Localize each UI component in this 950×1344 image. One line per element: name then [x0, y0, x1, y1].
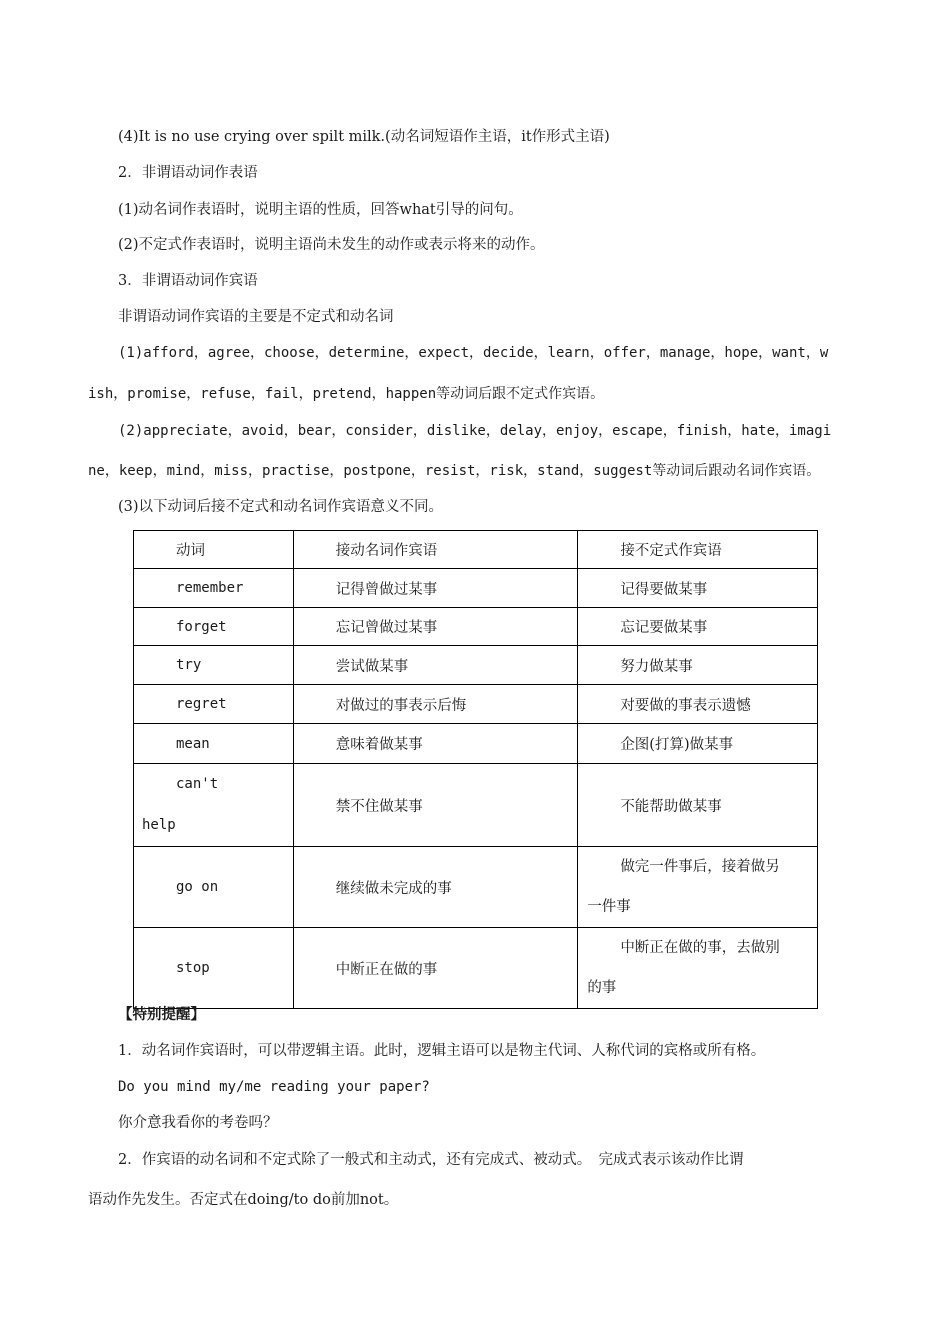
heading-predicative: 2．非谓语动词作表语	[118, 165, 258, 181]
cell-verb: mean	[134, 724, 294, 764]
table-header-row	[134, 531, 818, 569]
cell-infinitive	[578, 928, 818, 1009]
cell-infinitive: 对要做的事表示遗憾	[578, 685, 818, 724]
cell-gerund: 对做过的事表示后悔	[293, 685, 578, 724]
table-row	[134, 724, 818, 764]
header-infinitive: 接不定式作宾语	[578, 531, 818, 569]
line-table-intro: (3)以下动词后接不定式和动名词作宾语意义不同。	[118, 499, 444, 515]
cell-infinitive: 忘记要做某事	[578, 608, 818, 646]
header-gerund: 接动名词作宾语	[293, 531, 578, 569]
verb-comparison-table	[133, 530, 818, 1009]
cell-gerund: 中断正在做的事	[293, 928, 578, 1009]
cell-infinitive-line-2: 的事	[587, 980, 617, 996]
line-infinitive-verbs-a: (1)afford，agree，choose，determine，expect，decide，learn，offer，manage，hope，want，w	[118, 345, 829, 361]
cell-gerund: 禁不住做某事	[293, 764, 578, 847]
line-gerund-verbs-b: ne，keep，mind，miss，practise，postpone，resist，risk，stand，suggest等动词后跟动名词作宾语。	[88, 463, 821, 479]
cell-infinitive: 记得要做某事	[578, 569, 818, 608]
line-infinitive-verbs-b: ish，promise，refuse，fail，pretend，happen等动词后跟不定式作宾语。	[88, 386, 605, 402]
cell-verb: forget	[134, 608, 294, 646]
cell-infinitive-line-1: 中断正在做的事，去做别	[620, 940, 780, 956]
cell-infinitive	[578, 847, 818, 928]
table-row	[134, 685, 818, 724]
cell-gerund: 继续做未完成的事	[293, 847, 578, 928]
line-infinitive-predicative: (2)不定式作表语时，说明主语尚未发生的动作或表示将来的动作。	[118, 237, 545, 253]
cell-gerund: 记得曾做过某事	[293, 569, 578, 608]
cell-verb: try	[134, 646, 294, 685]
cell-infinitive-line-1: 做完一件事后，接着做另	[620, 859, 780, 875]
table-row	[134, 608, 818, 646]
table-row	[134, 646, 818, 685]
cell-verb-line-2: help	[142, 817, 176, 833]
table-row	[134, 764, 818, 847]
cell-infinitive: 努力做某事	[578, 646, 818, 685]
cell-verb: regret	[134, 685, 294, 724]
heading-object: 3．非谓语动词作宾语	[118, 273, 258, 289]
line-4-example: (4)It is no use crying over spilt milk.(动名词短语作主语，it作形式主语)	[118, 129, 610, 145]
cell-infinitive: 企图(打算)做某事	[578, 724, 818, 764]
cell-infinitive: 不能帮助做某事	[578, 764, 818, 847]
note-example-english: Do you mind my/me reading your paper?	[118, 1079, 430, 1095]
line-gerund-verbs-a: (2)appreciate，avoid，bear，consider，dislike，delay，enjoy，escape，finish，hate，imagi	[118, 423, 832, 439]
note-2-b: 语动作先发生。否定式在doing/to do前加not。	[88, 1192, 399, 1208]
cell-verb: stop	[134, 928, 294, 1009]
line-object-intro: 非谓语动词作宾语的主要是不定式和动名词	[118, 309, 394, 325]
cell-infinitive-line-2: 一件事	[587, 899, 631, 915]
cell-verb-line-1: can't	[176, 776, 219, 792]
cell-verb: go on	[134, 847, 294, 928]
header-verb: 动词	[134, 531, 294, 569]
cell-gerund: 忘记曾做过某事	[293, 608, 578, 646]
cell-gerund: 尝试做某事	[293, 646, 578, 685]
table-row	[134, 847, 818, 928]
table-row	[134, 928, 818, 1009]
note-example-chinese: 你介意我看你的考卷吗？	[118, 1115, 278, 1131]
table-row	[134, 569, 818, 608]
note-1: 1．动名词作宾语时，可以带逻辑主语。此时，逻辑主语可以是物主代词、人称代词的宾格或所有格。	[118, 1043, 766, 1059]
cell-verb	[134, 764, 294, 847]
cell-gerund: 意味着做某事	[293, 724, 578, 764]
line-gerund-predicative: (1)动名词作表语时，说明主语的性质，回答what引导的问句。	[118, 202, 523, 218]
notes-heading: 【特别提醒】	[118, 1006, 205, 1023]
cell-verb: remember	[134, 569, 294, 608]
note-2-a: 2．作宾语的动名词和不定式除了一般式和主动式，还有完成式、被动式。 完成式表示该动作比谓	[118, 1152, 744, 1168]
